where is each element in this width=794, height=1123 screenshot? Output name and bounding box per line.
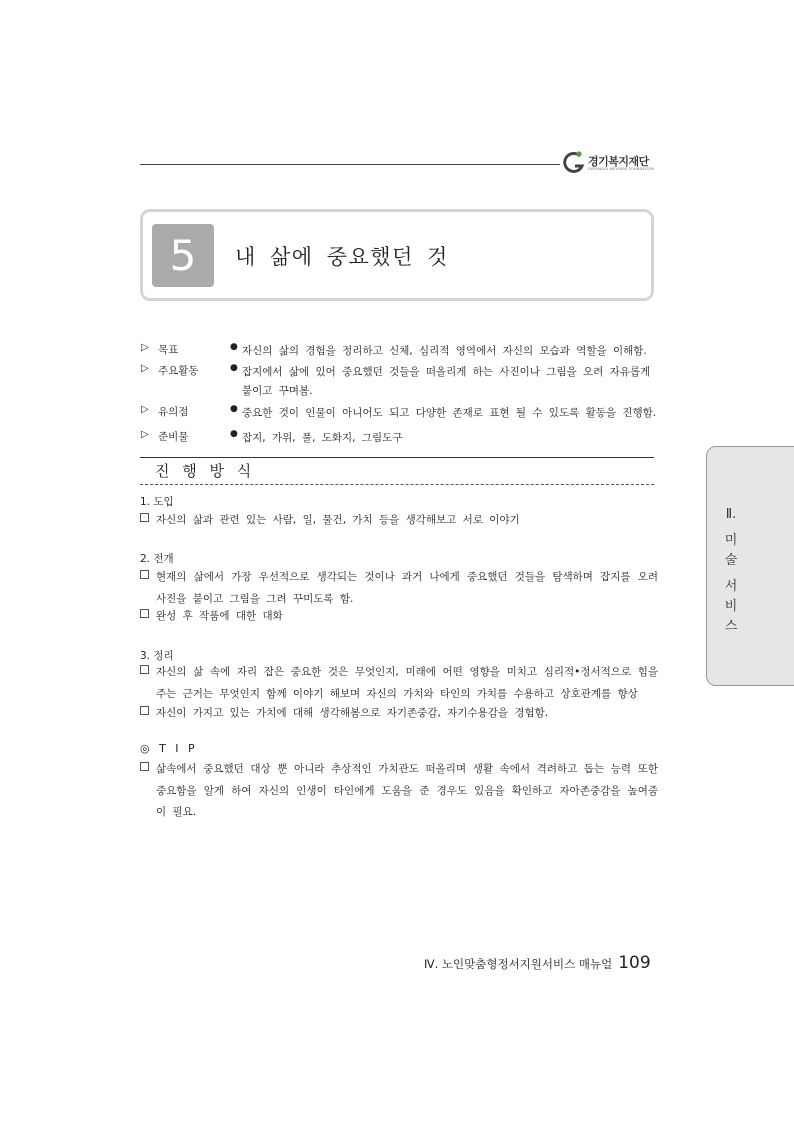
chapter-side-tab-label (719, 505, 743, 637)
footer-title: Ⅳ. 노인맞춤형정서지원서비스 매뉴얼 (424, 957, 613, 971)
foundation-logo-icon (562, 150, 586, 174)
step-heading: 2. 전개 (140, 553, 174, 565)
list-item-text: 완성 후 작품에 대한 대화 (156, 610, 283, 622)
logo-text: 경기복지재단 (588, 155, 649, 168)
info-content: 중요한 것이 인물이 아니어도 되고 다양한 존재로 표현 될 수 있도록 활동을 진행함. (242, 407, 657, 419)
section-rule-dashed (140, 484, 654, 485)
foundation-logo (562, 150, 662, 180)
checkbox-square-icon (140, 762, 149, 771)
step-heading: 3. 정리 (140, 650, 174, 662)
triangle-icon: ▷ (141, 404, 149, 415)
info-label: 유의점 (158, 406, 189, 418)
list-item-text: 자신이 가지고 있는 가치에 대해 생각해봄으로 자기존중감, 자기수용감을 경험함. (156, 707, 549, 719)
bullet-icon: ● (230, 342, 238, 352)
info-label: 준비물 (158, 431, 189, 443)
bullet-icon: ● (230, 404, 238, 414)
side-tab-line: 서 (724, 579, 738, 594)
info-label: 목표 (158, 344, 179, 356)
triangle-icon: ▷ (141, 342, 149, 353)
list-item-text: 자신의 삶 속에 자리 잡은 중요한 것은 무엇인지, 미래에 어떤 영향을 미치고 심리적•정서적으로 힘을 주는 근거는 무엇인지 함께 이야기 해보며 자신의 가치와 타인의 가치를 수용하고 상호관계를 향상 (156, 666, 658, 700)
checkbox-square-icon (140, 706, 149, 715)
info-content: 잡지, 가위, 풀, 도화지, 그림도구 (242, 432, 403, 444)
tip-heading: ◎ T I P (140, 742, 198, 755)
section-title: 진 행 방 식 (155, 462, 256, 480)
checkbox-square-icon (140, 609, 149, 618)
session-number: 5 (152, 224, 214, 287)
step-heading: 1. 도입 (140, 496, 174, 508)
logo-subtext: GYEONGGI WELFARE FOUNDATION (588, 167, 654, 171)
checkbox-square-icon (140, 570, 149, 579)
chapter-side-tab[interactable] (706, 446, 794, 686)
triangle-icon: ▷ (141, 363, 149, 374)
bullet-icon: ● (230, 363, 238, 373)
list-item-text: 자신의 삶과 관련 있는 사람, 일, 물건, 가치 등을 생각해보고 서로 이야기 (156, 514, 520, 526)
side-tab-line: Ⅱ. (725, 507, 737, 522)
checkbox-square-icon (140, 513, 149, 522)
list-item-text: 현재의 삶에서 가장 우선적으로 생각되는 것이나 과거 나에게 중요했던 것들을 탐색하며 잡지를 오려 사진을 붙이고 그림을 그려 꾸미도록 함. (156, 571, 658, 605)
page-footer (424, 953, 651, 973)
checkbox-square-icon (140, 665, 149, 674)
header-rule (140, 164, 560, 165)
page-number: 109 (618, 953, 651, 973)
side-tab-line: 비 (724, 599, 738, 614)
info-label: 주요활동 (158, 365, 199, 377)
session-title: 내 삶에 중요했던 것 (235, 245, 449, 269)
triangle-icon: ▷ (141, 429, 149, 440)
side-tab-line: 미 (724, 533, 738, 548)
info-content: 잡지에서 삶에 있어 중요했던 것들을 떠올리게 하는 사진이나 그림을 오려 자유롭게 붙이고 꾸며봄. (242, 366, 651, 397)
side-tab-line: 스 (724, 619, 738, 634)
title-box (140, 209, 654, 301)
section-rule-top (140, 457, 654, 458)
list-item-text: 삶속에서 중요했던 대상 뿐 아니라 추상적인 가치관도 떠올리며 생활 속에서 격려하고 돕는 능력 또한 중요함을 알게 하여 자신의 인생이 타인에게 도움을 준 경우도 있음을 확인하고 자아존중감을 높여줌이 필요. (156, 763, 658, 818)
bullet-icon: ● (230, 429, 238, 439)
info-content: 자신의 삶의 경험을 정리하고 신체, 심리적 영역에서 자신의 모습과 역할을 이해함. (242, 345, 647, 357)
side-tab-line: 술 (724, 553, 738, 568)
